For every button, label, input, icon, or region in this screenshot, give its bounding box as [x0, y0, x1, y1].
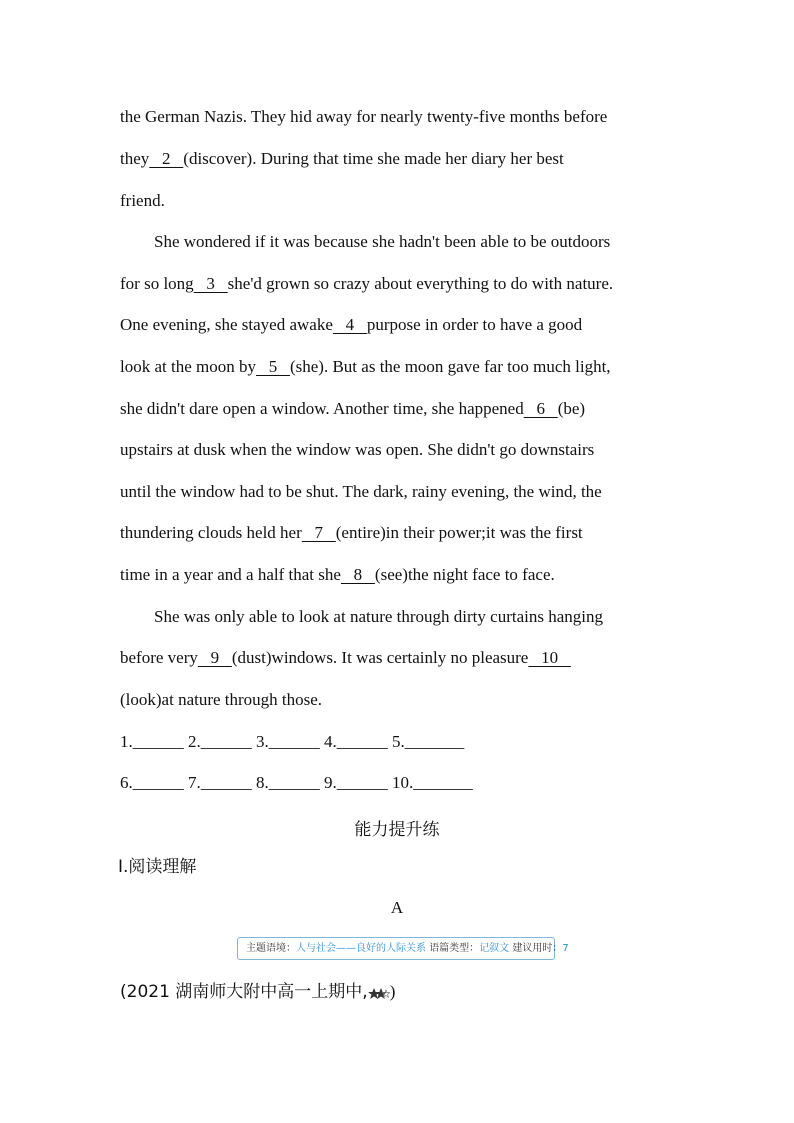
passage-line-3 — [120, 191, 165, 211]
passage-text: (be) — [557, 399, 586, 418]
passage-text: she didn't dare open a window. Another time, she happened — [120, 399, 524, 418]
passage-text: before very — [120, 648, 198, 667]
passage-line-8 — [120, 399, 585, 419]
difficulty-stars-icon — [368, 986, 390, 1000]
passage-text: (look)at nature through those. — [120, 690, 323, 709]
blank-3[interactable]: 3 — [193, 274, 228, 293]
blank-8[interactable]: 8 — [340, 565, 375, 584]
passage-text: (she). But as the moon gave far too much light, — [289, 357, 611, 376]
passage-text: friend. — [120, 191, 165, 210]
theme-value: 人与社会——良好的人际关系 — [296, 943, 426, 954]
passage-line-9 — [120, 440, 594, 460]
time-label: 建议用时： — [512, 943, 563, 954]
passage-line-1 — [120, 107, 607, 127]
passage-text: they — [120, 149, 150, 168]
source-line — [120, 982, 395, 1002]
passage-line-6 — [120, 315, 582, 335]
blank-6[interactable]: 6 — [523, 399, 558, 418]
blank-9[interactable]: 9 — [197, 648, 232, 667]
blank-7[interactable]: 7 — [301, 523, 336, 542]
passage-text: (dust)windows. It was certainly no pleasure — [231, 648, 529, 667]
passage-text: She was only able to look at nature through dirty curtains hanging — [120, 607, 603, 626]
type-label: 语篇类型： — [429, 943, 480, 954]
answer-row-1[interactable]: 1.______ 2.______ 3.______ 4.______ 5._______ — [120, 732, 465, 751]
passage-line-13 — [120, 607, 603, 627]
passage-text: look at the moon by — [120, 357, 256, 376]
info-banner — [237, 937, 569, 960]
passage-text: She wondered if it was because she hadn't been able to be outdoors — [120, 232, 611, 251]
passage-text: (entire)in their power;it was the first — [335, 523, 583, 542]
passage-text: the German Nazis. They hid away for nearly twenty-five months before — [120, 107, 608, 126]
passage-line-2 — [120, 149, 564, 169]
time-value: 7 — [562, 943, 569, 954]
type-value: 记叙文 — [479, 943, 510, 954]
blank-2[interactable]: 2 — [149, 149, 184, 168]
passage-text: thundering clouds held her — [120, 523, 302, 542]
answer-row-2[interactable]: 6.______ 7.______ 8.______ 9.______ 10._______ — [120, 773, 473, 792]
passage-letter: A — [390, 898, 404, 917]
passage-text: upstairs at dusk when the window was open. She didn't go downstairs — [120, 440, 595, 459]
passage-line-11 — [120, 523, 583, 543]
passage-text: purpose in order to have a good — [366, 315, 583, 334]
blank-4[interactable]: 4 — [332, 315, 367, 334]
section-title: 能力提升练 — [354, 820, 440, 840]
source-text: (2021 湖南师大附中高一上期中, — [120, 982, 368, 1002]
part-heading: Ⅰ.阅读理解 — [118, 857, 197, 877]
blank-10[interactable]: 10 — [528, 648, 571, 667]
passage-text: time in a year and a half that she — [120, 565, 341, 584]
passage-line-14 — [120, 648, 571, 668]
passage-text: until the window had to be shut. The dark, rainy evening, the wind, the — [120, 482, 602, 501]
passage-text: (discover). During that time she made her diary her best — [183, 149, 564, 168]
passage-line-4 — [120, 232, 610, 252]
passage-text: she'd grown so crazy about everything to do with nature. — [227, 274, 614, 293]
passage-line-7 — [120, 357, 611, 377]
passage-line-15 — [120, 690, 322, 710]
passage-line-5 — [120, 274, 613, 294]
passage-text: One evening, she stayed awake — [120, 315, 333, 334]
blank-5[interactable]: 5 — [255, 357, 290, 376]
passage-text: (see)the night face to face. — [374, 565, 555, 584]
passage-line-10 — [120, 482, 602, 502]
source-text-end: ) — [389, 982, 396, 1001]
theme-label: 主题语境： — [246, 943, 296, 954]
passage-line-12 — [120, 565, 555, 585]
passage-text: for so long — [120, 274, 194, 293]
